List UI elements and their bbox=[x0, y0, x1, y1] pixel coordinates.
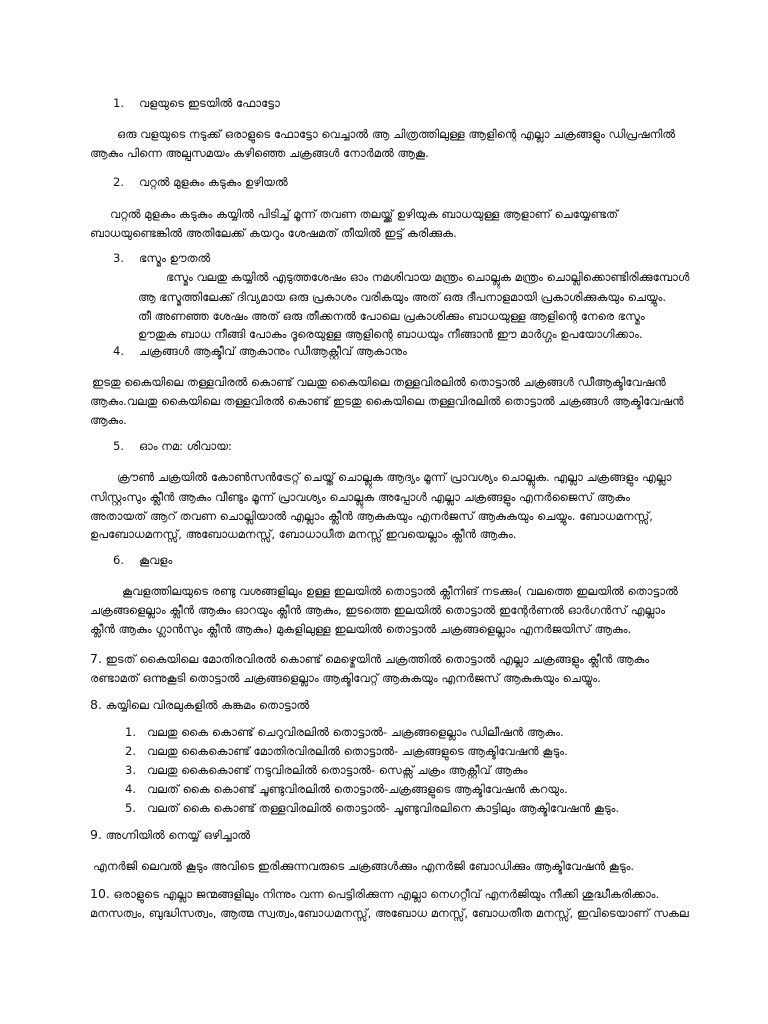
section-8-item-5: 5. വലത് കൈ കൊണ്ട് തള്ളവിരലിൽ തൊട്ടാൽ- ചൂണ്ടുവിരലിനെ കാട്ടിലും ആക്ടിവേഷൻ കൂടും. bbox=[125, 801, 620, 815]
section-9-heading: 9. അഗ്നിയിൽ നെയ്യ് ഒഴിച്ചാൽ bbox=[90, 827, 251, 842]
section-4-line-3: ആകും. bbox=[90, 413, 127, 427]
section-2-line-1: വറ്റൽ മുളകും കടുകും കയ്യിൽ പിടിച്ച് മൂന്ന് തവണ തലയ്ക്ക് ഉഴിയുക ബാധയുള്ള ആളാണ് ചെയ്യേണ്ടത് bbox=[110, 207, 619, 221]
section-8-item-3: 3. വലതു കൈകൊണ്ട് നടുവിരലിൽ തൊട്ടാൽ- സെക്സ് ചക്രം ആക്റ്റീവ് ആകും bbox=[125, 763, 528, 777]
section-8-heading: 8. കയ്യിലെ വിരലുകളിൽ കങ്കമം തൊട്ടാൽ bbox=[90, 697, 310, 712]
section-9-line-1: എനർജി ലെവൽ കൂടും അവിടെ ഇരിക്കുന്നവരുടെ ചക്രങ്ങൾക്കും എനർജി ബോഡിക്കും ആക്ടിവേഷൻ കൂടും. bbox=[93, 859, 635, 873]
section-2-heading: 2. വറ്റൽ മുളകും കടുകും ഉഴിയൽ bbox=[113, 175, 288, 189]
section-3-line-2: ആ ഭസ്മത്തിലേക്ക് ദിവ്യമായ ഒരു പ്രകാശം വരികയും അത് ഒരു ദീപനാളമായി പ്രകാശിക്കുകയും ചെയ്യും. bbox=[138, 290, 667, 304]
section-5-heading: 5. ഓം നമ: ശിവായ: bbox=[113, 439, 232, 453]
section-5-line-3: അതായത് ആറ് തവണ ചൊല്ലിയാൽ എല്ലാം ക്ലീൻ ആകുകയും എനർജസ് ആകുകയും ചെയ്യും. ബോധമനസ്സ്, bbox=[90, 509, 653, 523]
section-6-heading: 6. കൂവളം bbox=[113, 553, 173, 567]
section-3-line-4: ഊതുക ബാധ നീങ്ങി പോകും ദൂരെയുള്ള ആളിന്റെ ബാധയും നീങ്ങാൻ ഈ മാർഗ്ഗം ഉപയോഗിക്കാം. bbox=[138, 327, 643, 341]
section-10-line-1: 10. ഒരാളുടെ എല്ലാ ജന്മങ്ങളിലും നിന്നും വന്ന പെട്ടിരിക്കുന്ന എല്ലാ നെഗറ്റീവ് എനർജിയും നീക്കി ശുദ്ധീകരിക്കാം. bbox=[90, 886, 660, 901]
section-3-line-3: തീ അണഞ്ഞ ശേഷം അത് ഒരു തീക്കനൽ പോലെ പ്രകാശിക്കും ബാധയുള്ള ആളിന്റെ നേരെ ഭസ്മം bbox=[138, 309, 645, 323]
section-8-item-1: 1. വലതു കൈ കൊണ്ട് ചെറുവിരലിൽ തൊട്ടാൽ- ചക്രങ്ങളെല്ലാം ഡിലീഷൻ ആകും. bbox=[125, 725, 564, 739]
section-7-line-1: 7. ഇടത് കൈയിലെ മോതിരവിരൽ കൊണ്ട് മെഴ്മെയിൻ ചക്രത്തിൽ തൊട്ടാൽ എല്ലാ ചക്രങ്ങളും ക്ലീൻ ആകും bbox=[90, 651, 650, 666]
section-8-item-4: 4. വലത് കൈ കൊണ്ട് ചൂണ്ടുവിരലിൽ തൊട്ടാൽ-ചക്രങ്ങളുടെ ആക്ടിവേഷൻ കറയും. bbox=[125, 782, 568, 796]
section-8-item-2: 2. വലതു കൈകൊണ്ട് മോതിരവിരലിൽ തൊട്ടാൽ- ചക്രങ്ങളുടെ ആക്ടിവേഷൻ കൂടും. bbox=[125, 744, 568, 758]
section-1-heading: 1. വളയുടെ ഇടയിൽ ഫോട്ടോ bbox=[113, 96, 280, 110]
section-10-line-2: മനസത്വം, ബുദ്ധിസത്വം, ആത്മ സ്വത്വം,ബോധമനസ്സ്, അബോധ മനസ്സ്, ബോധതീത മനസ്സ്, ഇവിടെയാണ് സകല bbox=[90, 906, 689, 920]
section-5-line-4: ഉപബോധമനസ്സ്, അബോധമനസ്സ്, ബോധാധീത മനസ്സ് ഇവയെല്ലാം ക്ലീൻ ആകും. bbox=[90, 527, 517, 541]
section-4-heading: 4. ചക്രങ്ങൾ ആക്ടീവ് ആകാനും ഡീആക്റ്റീവ് ആകാനും bbox=[113, 344, 407, 358]
section-3-heading: 3. ഭസ്മം ഊതൽ bbox=[113, 251, 211, 265]
section-2-line-2: ബാധയുണ്ടെങ്കിൽ അതിലേക്ക് കയറും ശേഷമത് തീയിൽ ഇട്ട് കരിക്കുക. bbox=[90, 226, 457, 240]
section-1-line-1: ഒരു വളയുടെ നടുക്ക് ഒരാളുടെ ഫോട്ടോ വെച്ചാൽ ആ ചിത്രത്തിലുള്ള ആളിന്റെ എല്ലാ ചക്രങ്ങളും ഡിപ്രഷനിൽ bbox=[117, 127, 676, 141]
section-6-line-3: ക്ലീൻ ആകും ഗ്ലാൻസും ക്ലീൻ ആകും) മുകളിലുള്ള ഇലയിൽ തൊട്ടാൽ ചക്രങ്ങളെല്ലാം എനർജയിസ് ആകും. bbox=[90, 622, 632, 636]
section-4-line-2: ആകും.വലതു കൈയിലെ തള്ളവിരൽ കൊണ്ട് ഇടതു കൈയിലെ തള്ളവിരലിൽ തൊട്ടാൽ ചക്രങ്ങൾ ആക്ടിവേഷൻ bbox=[90, 394, 684, 408]
section-4-line-1: ഇടതു കൈയിലെ തള്ളവിരൽ കൊണ്ട് വലതു കൈയിലെ തള്ളവിരലിൽ തൊട്ടാൽ ചക്രങ്ങൾ ഡീആക്ടിവേഷൻ bbox=[92, 375, 666, 389]
section-6-line-2: ചക്രങ്ങളെല്ലാം ക്ലീൻ ആകും ഓറയും ക്ലീൻ ആകും, ഇടത്തെ ഇലയിൽ തൊട്ടാൽ ഇന്റേർണൽ ഓർഗൻസ് എല്ലാം bbox=[90, 603, 666, 617]
section-7-line-2: രണ്ടാമത് ഒന്നുകൂടി തൊട്ടാൽ ചക്രങ്ങളെല്ലാം ആക്ടിവേറ്റ് ആകുകയും എനർജസ് ആകുകയും ചെയ്യും. bbox=[90, 671, 601, 685]
section-5-line-1: ക്രൗൺ ചക്രയിൽ കോൺസൻട്രേറ്റ് ചെയ്ത് ചൊല്ലുക ആദ്യം മൂന്ന് പ്രാവശ്യം ചൊല്ലുക. എല്ലാ ചക്രങ്ങളും എല്ലാ bbox=[117, 470, 672, 484]
section-5-line-2: സിസ്റ്റംസും ക്ലീൻ ആകും വീണ്ടും മൂന്ന് പ്രാവശ്യം ചൊല്ലുക അപ്പോൾ എല്ലാ ചക്രങ്ങളും എനർജൈസ് ആകും bbox=[90, 490, 630, 504]
section-6-line-1: കൂവളത്തിലയുടെ രണ്ടു വശങ്ങളിലും ഉള്ള ഇലയിൽ തൊട്ടാൽ ക്ലീനിങ് നടക്കും( വലത്തെ ഇലയിൽ തൊട്ടാൽ bbox=[122, 584, 678, 598]
section-3-line-1: ഭസ്മം വലതു കയ്യിൽ എടുത്തശേഷം ഓം നമശിവായ മന്ത്രം ചൊല്ലുക മന്ത്രം ചൊല്ലിക്കൊണ്ടിരിക്കുമ്പോൾ bbox=[166, 270, 690, 284]
section-1-line-2: ആകും പിന്നെ അല്പസമയം കഴിഞ്ഞെ ചക്രങ്ങൾ നോർമൽ ആകൂ. bbox=[90, 146, 429, 160]
